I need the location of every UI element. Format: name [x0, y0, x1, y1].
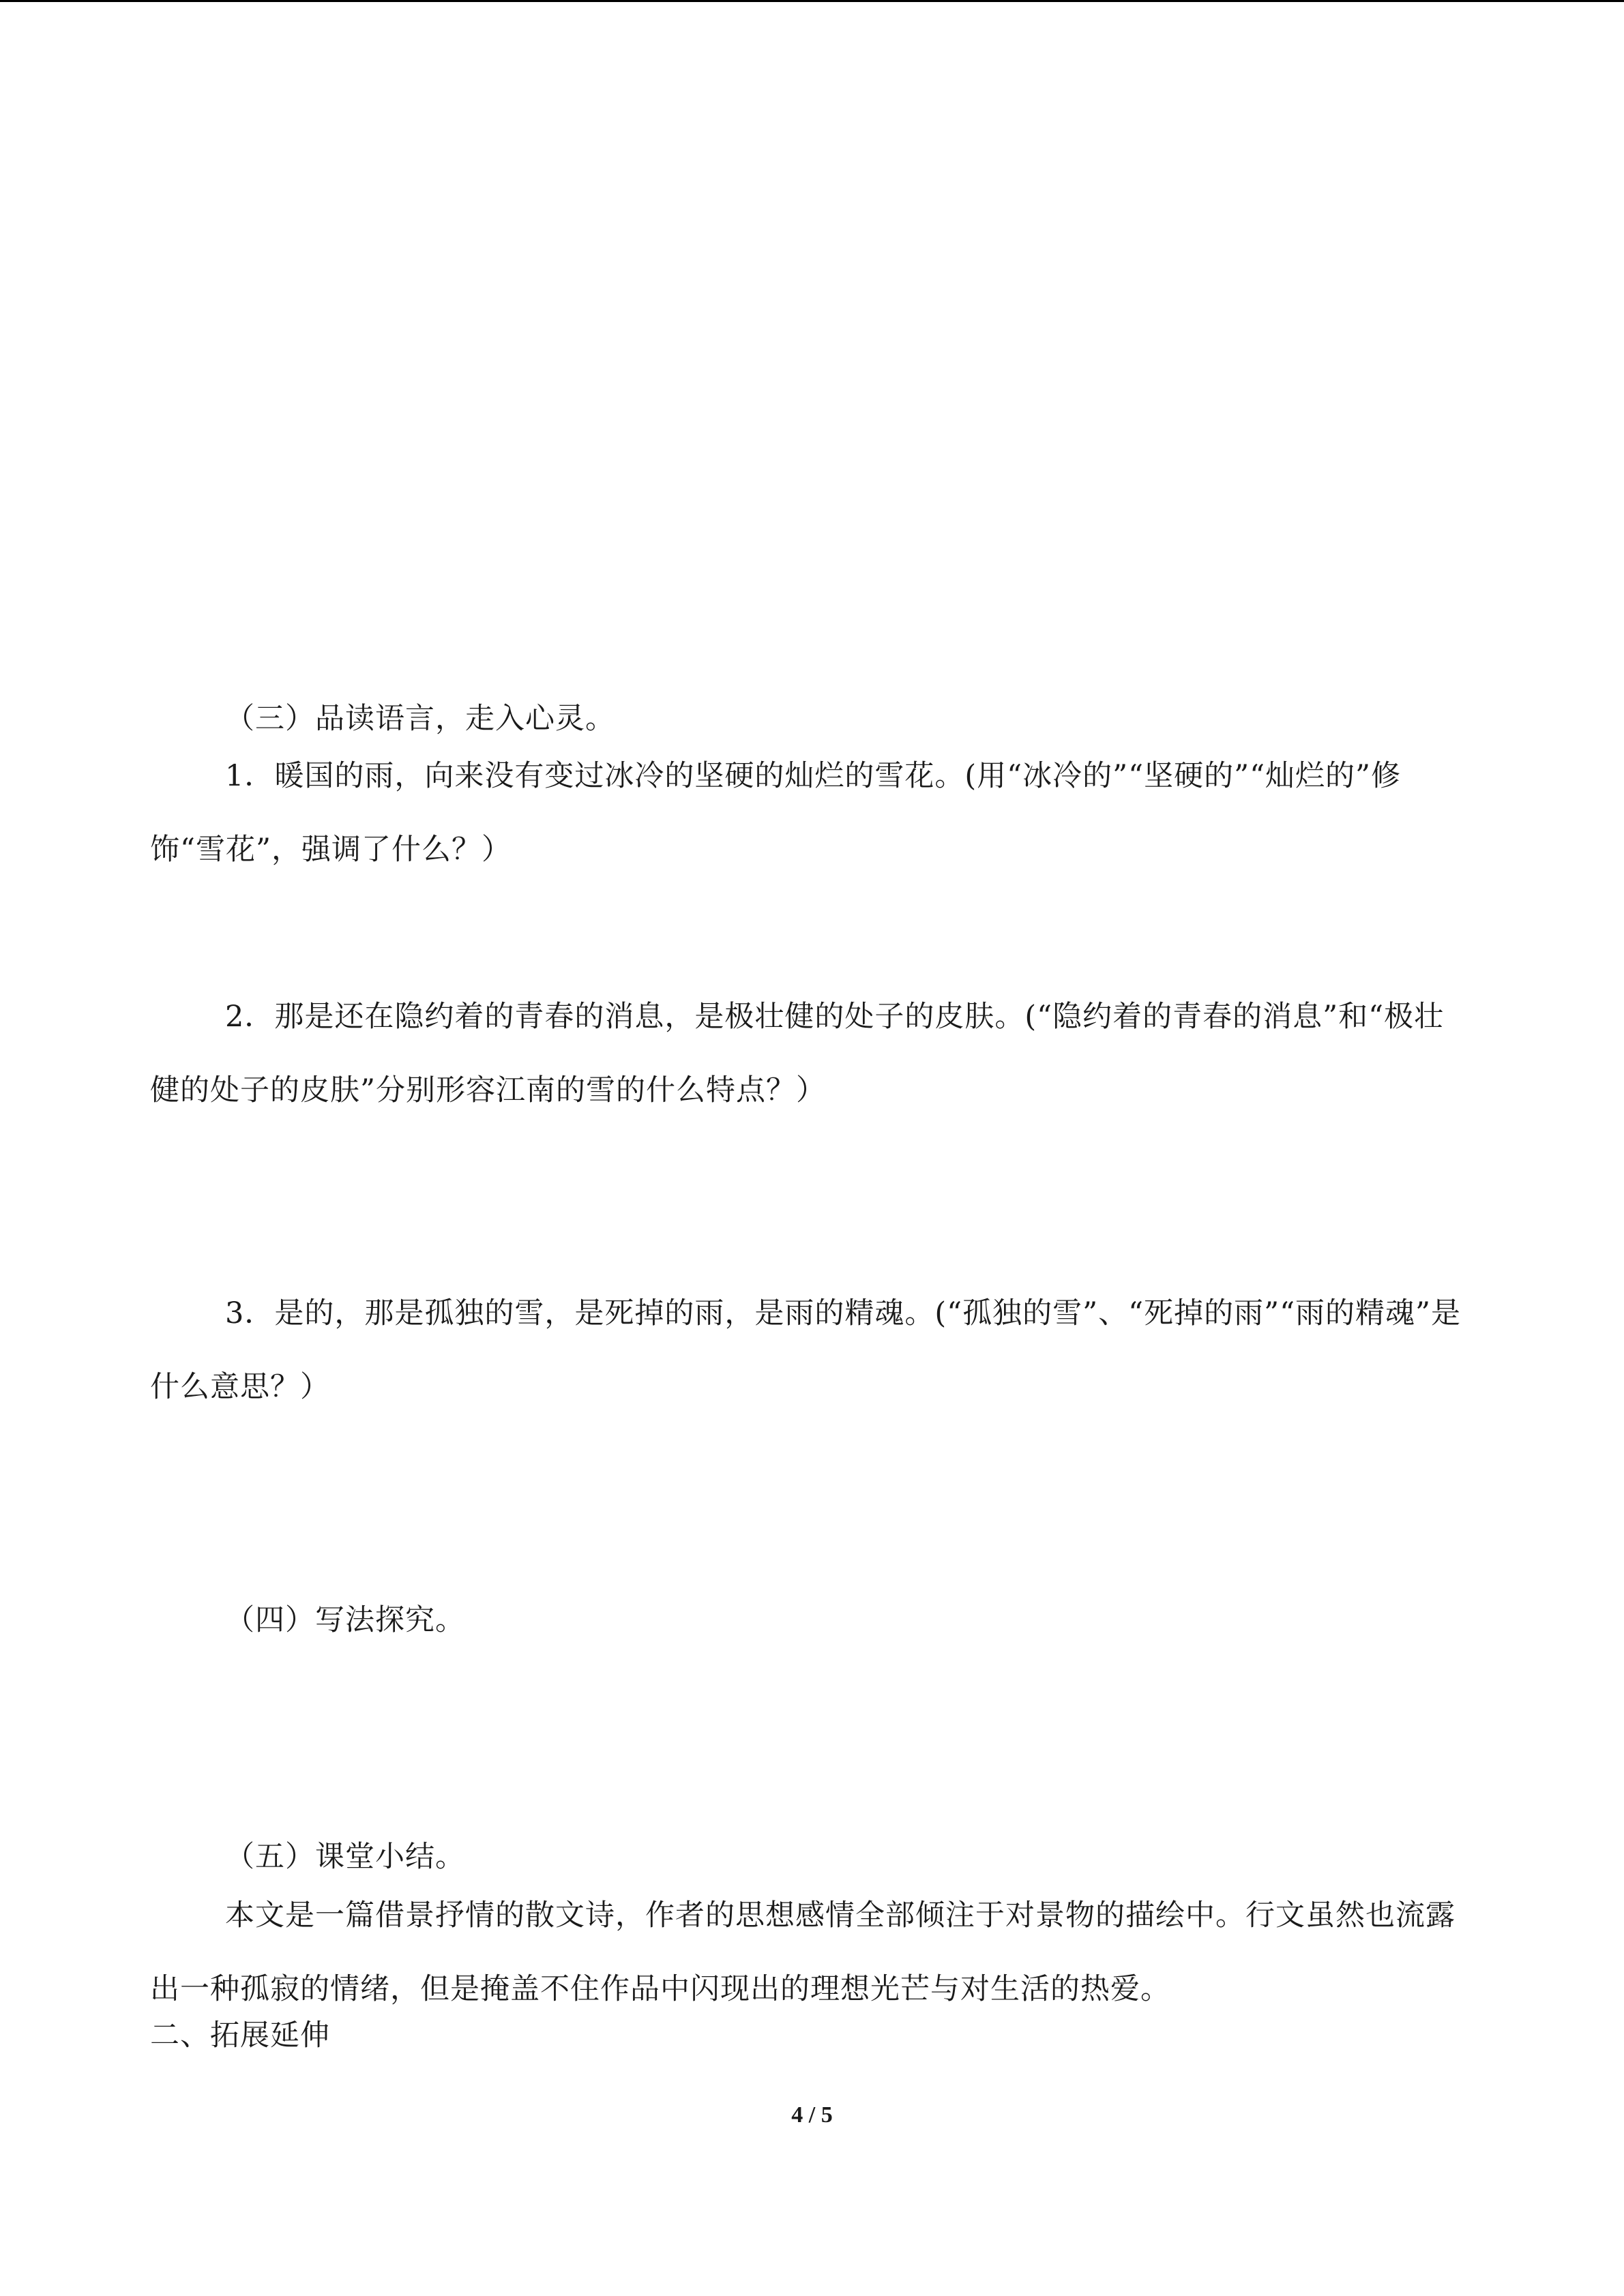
page-number: 4 / 5: [791, 2102, 833, 2128]
question-1: 1．暖国的雨，向来没有变过冰冷的坚硬的灿烂的雪花。(用“冰冷的”“坚硬的”“灿烂的”修饰“雪花”，强调了什么？）: [150, 759, 1402, 867]
section-3-heading: （三）品读语言，走入心灵。: [225, 702, 615, 736]
top-border-line: [0, 0, 1624, 2]
part-2-heading: 二、拓展延伸: [150, 2018, 330, 2053]
summary-paragraph: 本文是一篇借景抒情的散文诗，作者的思想感情全部倾注于对景物的描绘中。行文虽然也流露出一种孤寂的情绪，但是掩盖不住作品中闪现出的理想光芒与对生活的热爱。: [150, 1898, 1456, 2006]
question-2: 2．那是还在隐约着的青春的消息，是极壮健的处子的皮肤。(“隐约着的青春的消息”和“极壮健的处子的皮肤”分别形容江南的雪的什么特点？）: [150, 1000, 1445, 1107]
question-3: 3．是的，那是孤独的雪，是死掉的雨，是雨的精魂。(“孤独的雪”、“死掉的雨”“雨的精魂”是什么意思？）: [150, 1296, 1462, 1404]
section-5-heading: （五）课堂小结。: [225, 1840, 465, 1874]
section-4-heading: （四）写法探究。: [225, 1603, 465, 1637]
